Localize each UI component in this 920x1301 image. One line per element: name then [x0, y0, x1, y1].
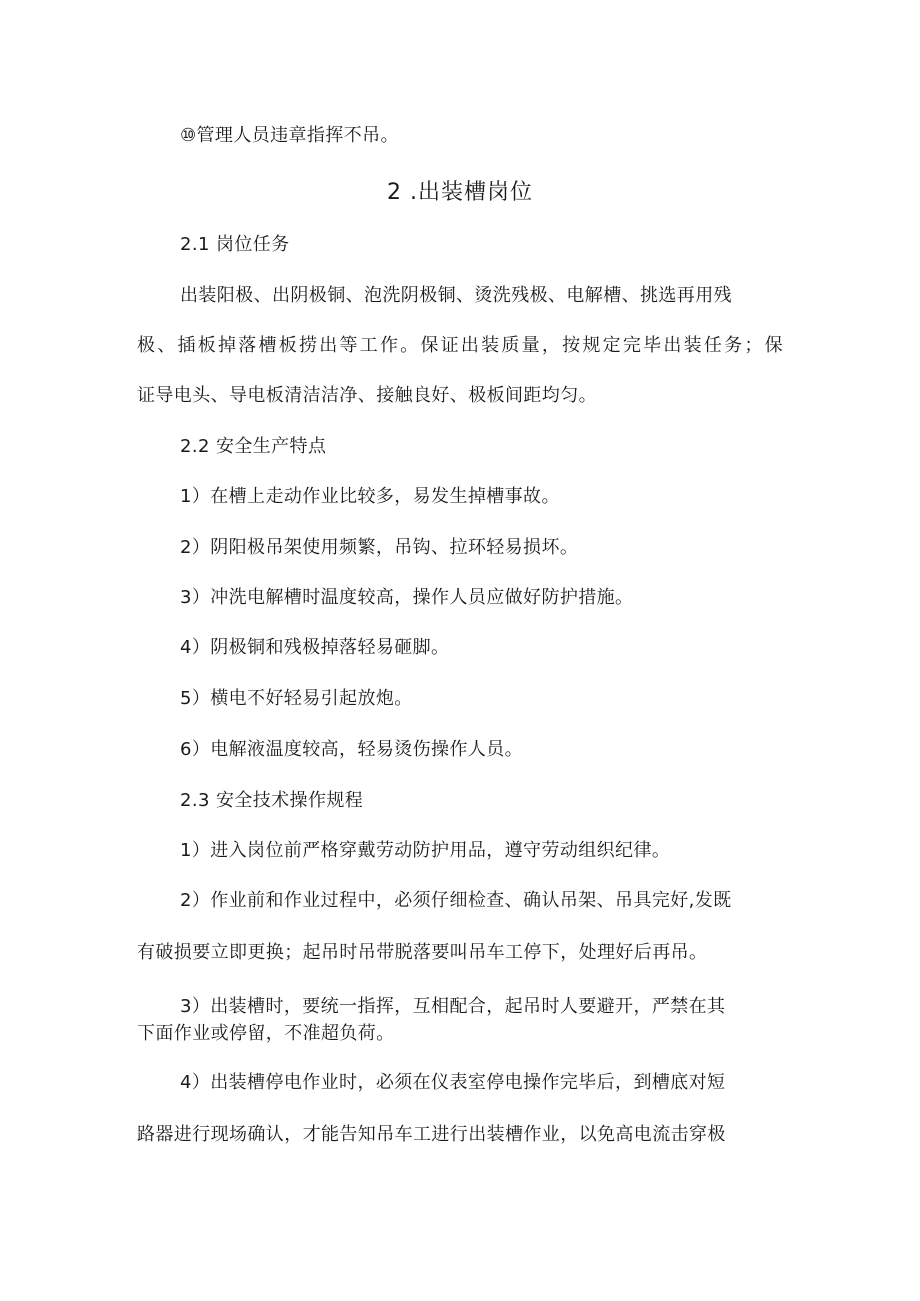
section-2-2-item-5: 5）横电不好轻易引起放炮。	[180, 688, 413, 709]
section-2-3-item-2-line-2: 有破损要立即更换；起吊时吊带脱落要叫吊车工停下，处理好后再吊。	[137, 942, 708, 963]
section-2-3-item-2-line-1: 2）作业前和作业过程中，必须仔细检查、确认吊架、吊具完好,发既	[180, 890, 732, 911]
section-2-1-body-line-3: 证导电头、导电板清洁洁净、接触良好、极板间距均匀。	[137, 385, 597, 406]
section-2-3-item-3-line-1: 3）出装槽时，要统一指挥，互相配合，起吊时人要避开，严禁在其	[180, 996, 726, 1017]
section-2-2-heading: 2.2 安全生产特点	[180, 436, 327, 457]
section-2-3-heading: 2.3 安全技术操作规程	[180, 790, 364, 811]
section-2-3-item-1: 1）进入岗位前严格穿戴劳动防护用品，遵守劳动组织纪律。	[180, 840, 671, 861]
section-2-3-item-3-line-2: 下面作业或停留，不准超负荷。	[137, 1023, 395, 1044]
section-2-3-item-4-line-2: 路器进行现场确认，才能告知吊车工进行出装槽作业，以免高电流击穿极	[137, 1124, 726, 1145]
section-2-2-item-3: 3）冲洗电解槽时温度较高，操作人员应做好防护措施。	[180, 587, 634, 608]
section-2-2-item-1: 1）在槽上走动作业比较多，易发生掉槽事故。	[180, 486, 560, 507]
section-2-1-body-line-1: 出装阳极、出阴极铜、泡洗阴极铜、烫洗残极、电解槽、挑选再用残	[180, 285, 732, 306]
section-2-3-item-4-line-1: 4）出装槽停电作业时，必须在仪表室停电操作完毕后，到槽底对短	[180, 1072, 726, 1093]
section-2-2-item-6: 6）电解液温度较高，轻易烫伤操作人员。	[180, 739, 524, 760]
section-2-1-body-line-2: 极、插板掉落槽板捞出等工作。保证出装质量，按规定完毕出装任务；保	[137, 335, 783, 356]
section-2-2-item-2: 2）阴阳极吊架使用频繁，吊钩、拉环轻易损坏。	[180, 537, 579, 558]
section-title: 2 .出装槽岗位	[387, 180, 533, 205]
section-2-1-heading: 2.1 岗位任务	[180, 234, 290, 255]
item-10: ⑩管理人员违章指挥不吊。	[180, 125, 399, 146]
section-2-2-item-4: 4）阴极铜和残极掉落轻易砸脚。	[180, 637, 450, 658]
